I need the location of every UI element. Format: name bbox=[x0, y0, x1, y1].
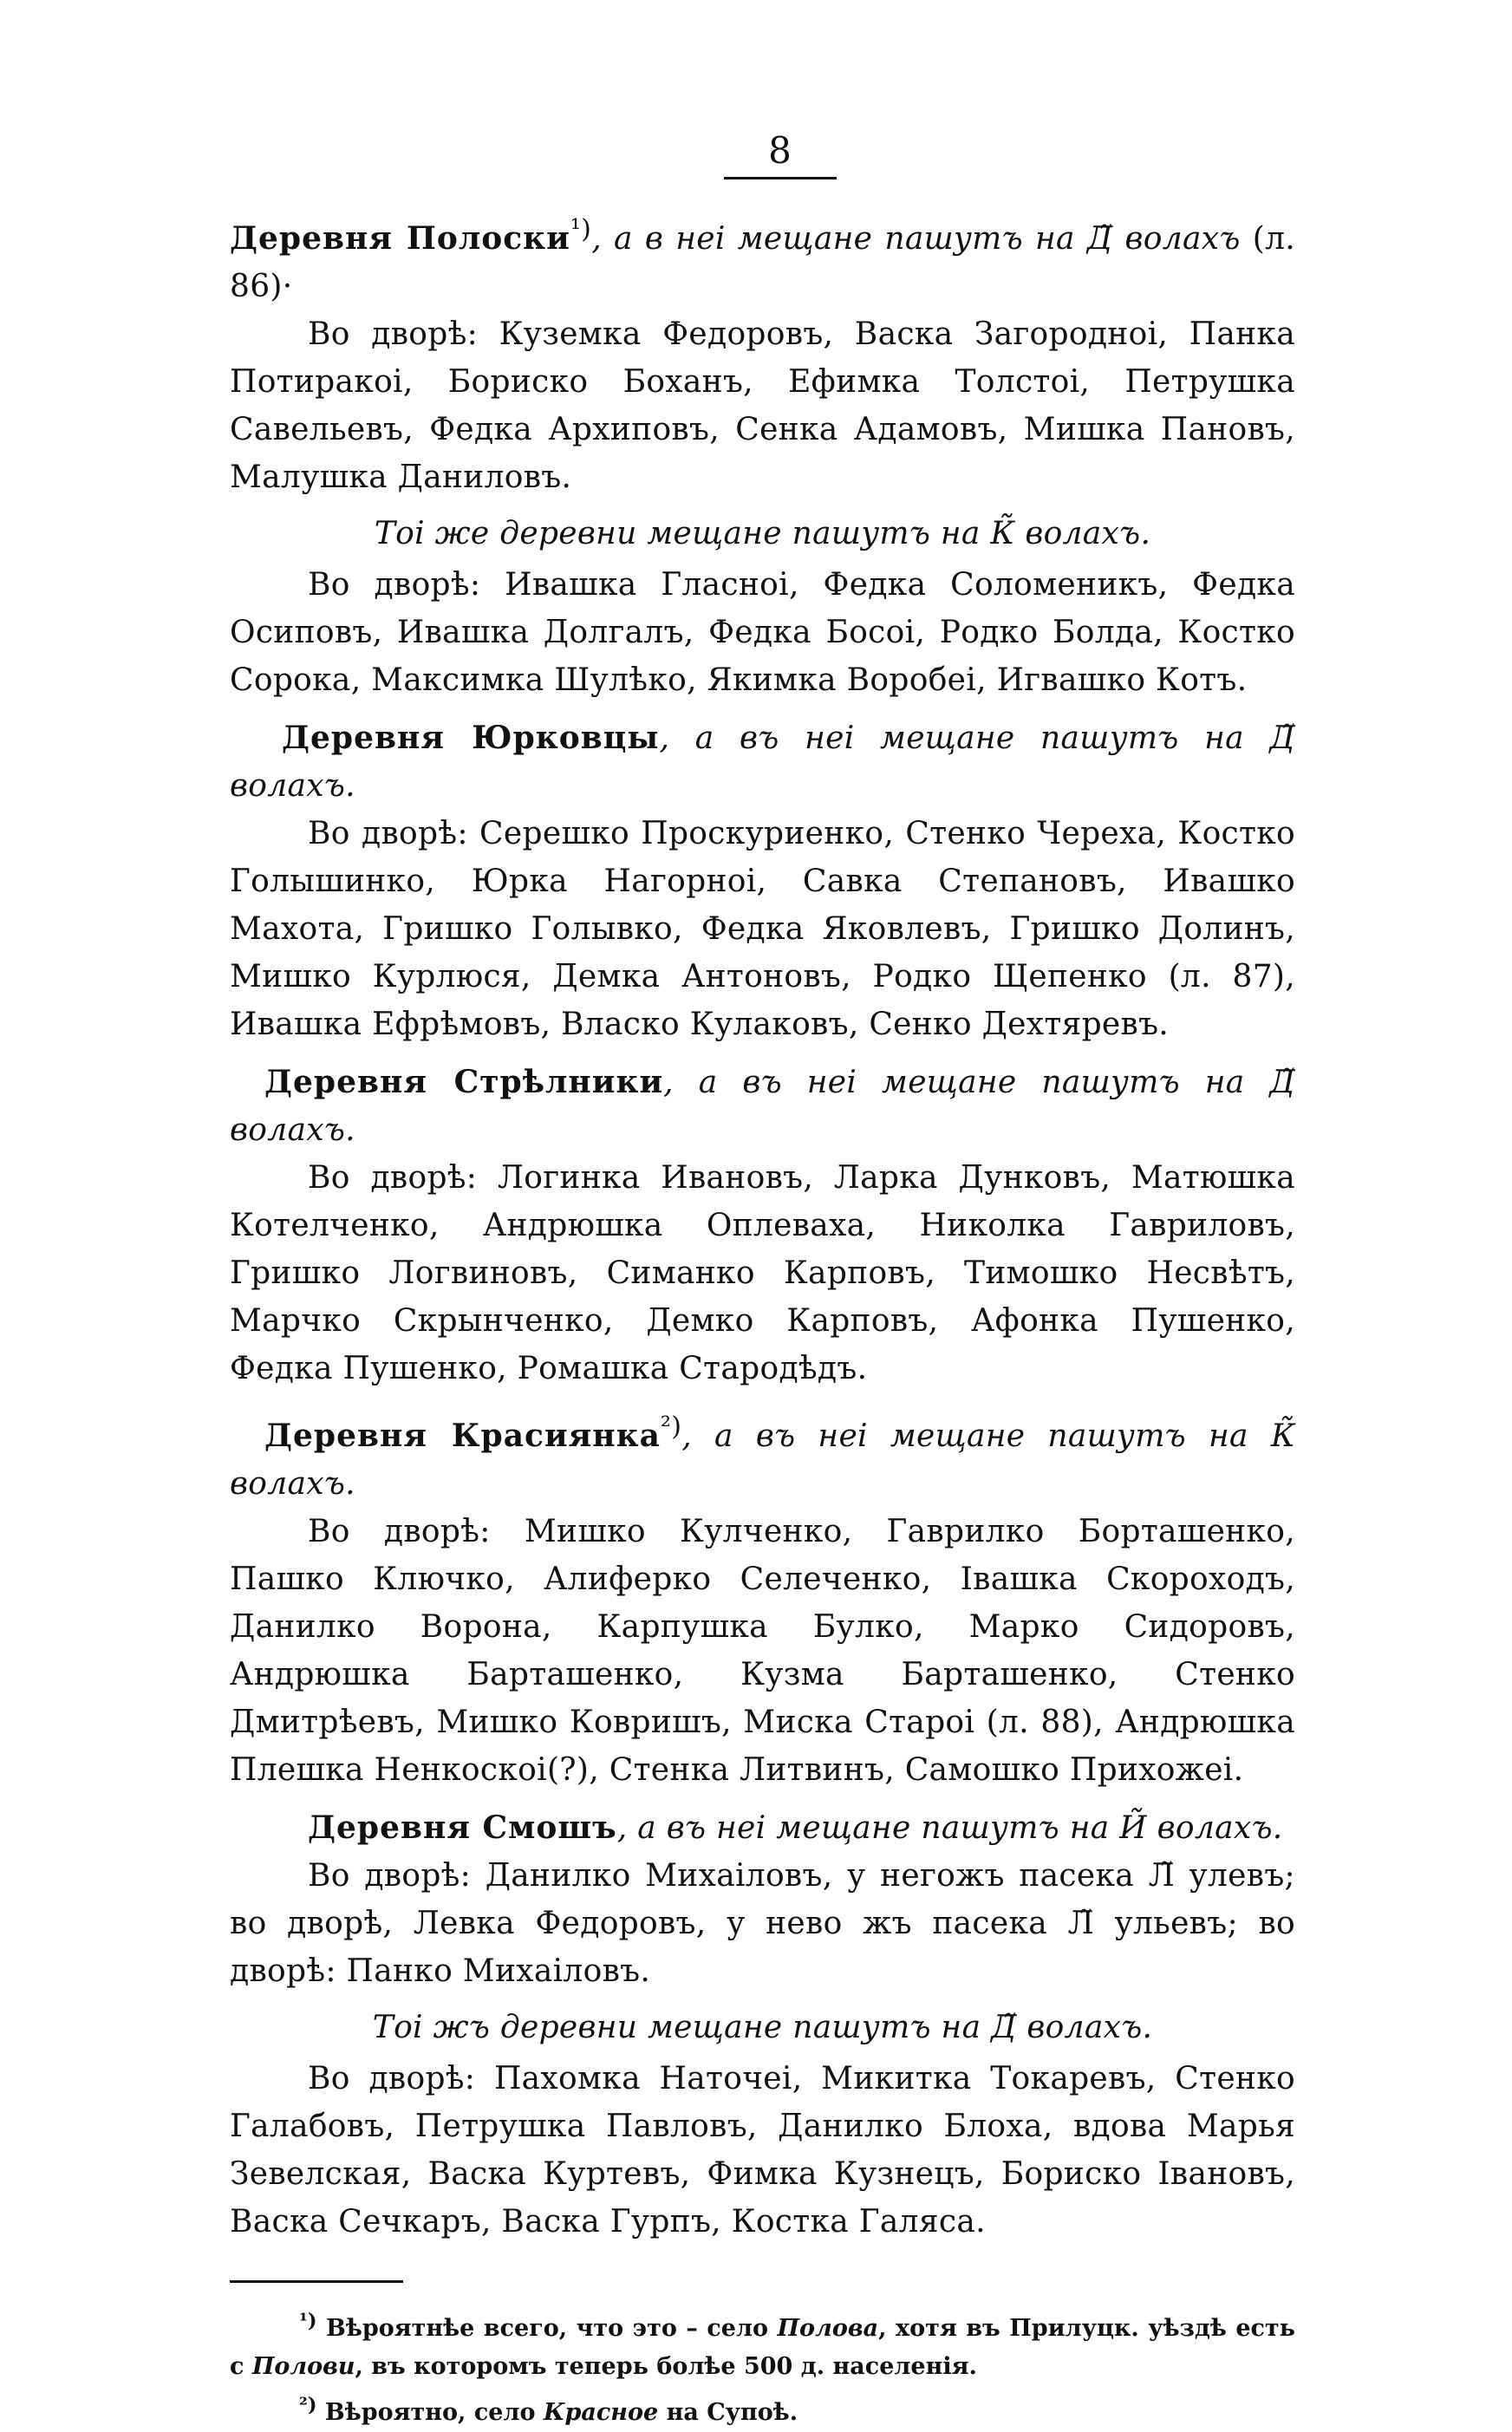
section-heading bbox=[230, 205, 1295, 310]
section-strelniki bbox=[230, 1059, 1295, 1392]
footnote-italic: Красное bbox=[543, 2399, 659, 2426]
household-list: Во дворѣ: Серешко Проскуриенко, Стенко Череха, Костко Голышинко, Юрка Нагорноі, Савка Степановъ, Ивашко Махота, Гришко Голывко, Федка Яковлевъ, Гришко Долинъ, Мишко Курлюся, Демка Антоновъ, Родко Щепенко (л. 87), Ивашка Ефрѣмовъ, Власко Кулаковъ, Сенко Дехтяревъ. bbox=[230, 816, 1295, 1042]
page-number: 8 bbox=[768, 129, 792, 172]
section-heading bbox=[230, 714, 1295, 810]
section-krasiyanka bbox=[230, 1403, 1295, 1794]
footnote-ref: ²) bbox=[660, 1412, 682, 1442]
footnote-2 bbox=[230, 2386, 1295, 2432]
household-list: Во дворѣ: Пахомка Наточеі, Микитка Токаревъ, Стенко Галабовъ, Петрушка Павловъ, Данилко Блоха, вдова Марья Зевелская, Васка Куртевъ, Фимка Кузнецъ, Бориско Івановъ, Васка Сечкаръ, Васка Гурпъ, Костка Галяса. bbox=[230, 2061, 1295, 2240]
footnote-text: Вѣроятно, село bbox=[316, 2399, 544, 2426]
section-heading bbox=[230, 1804, 1295, 1852]
heading-italic: , а въ неі мещане пашутъ на Д̃ волахъ. bbox=[230, 1065, 1295, 1148]
heading-italic: , а въ неі мещане пашутъ на И̃ волахъ. bbox=[616, 1810, 1283, 1846]
household-list: Во дворѣ: Ивашка Гласноі, Федка Соломеникъ, Федка Осиповъ, Ивашка Долгалъ, Федка Босоі, Родко Болда, Костко Сорока, Максимка Шулѣко, Якимка Воробеі, Игвашко Котъ. bbox=[230, 567, 1295, 698]
village-name: Деревня Красиянка bbox=[264, 1418, 661, 1454]
footnote-ref: ¹) bbox=[570, 214, 592, 245]
section-poloski bbox=[230, 205, 1295, 704]
footnote-text: на Супоѣ. bbox=[658, 2399, 798, 2426]
heading-italic: , а въ неі мещане пашутъ на Д̃ волахъ. bbox=[230, 720, 1295, 804]
page-number-rule bbox=[724, 177, 837, 179]
footnote-text: Вѣроятнѣе всего, что это – село bbox=[316, 2315, 778, 2342]
section-yurkovtsy bbox=[230, 714, 1295, 1048]
footnote-marker: ²) bbox=[299, 2394, 317, 2416]
village-name: Деревня Юрковцы bbox=[282, 720, 660, 756]
household-list: Во дворѣ: Мишко Кулченко, Гаврилко Борташенко, Пашко Ключко, Алиферко Селеченко, Івашка Скороходъ, Данилко Ворона, Карпушка Булко, Марко Сидоровъ, Андрюшка Барташенко, Кузма Барташенко, Стенко Дмитрѣевъ, Мишко Ковришъ, Миска Староі (л. 88), Андрюшка Плешка Ненкоскоі(?), Стенка Литвинъ, Самошко Прихожеі. bbox=[230, 1514, 1295, 1788]
section-heading bbox=[230, 1403, 1295, 1508]
heading-italic: , а въ неі мещане пашутъ на К̃ волахъ. bbox=[230, 1418, 1295, 1502]
footnote-text: , хотя въ Прилуцк. уѣздѣ есть с bbox=[230, 2315, 1295, 2380]
footnote-italic: Полови bbox=[251, 2353, 355, 2380]
footnote-text: , въ которомъ теперь болѣе 500 д. населенія. bbox=[355, 2353, 977, 2380]
section-heading bbox=[230, 1059, 1295, 1154]
sub-heading: Тоі жъ деревни мещане пашутъ на Д̃ волахъ. bbox=[372, 2010, 1153, 2045]
footnote-1 bbox=[230, 2302, 1295, 2386]
footnote-italic: Полова bbox=[777, 2315, 879, 2342]
footnote-rule bbox=[230, 2280, 403, 2283]
village-name: Деревня Стрѣлники bbox=[264, 1064, 664, 1100]
heading-italic: , а в неі мещане пашутъ на Д̃ волахъ bbox=[591, 221, 1241, 257]
footnote-marker: ¹) bbox=[299, 2310, 317, 2332]
section-smosh bbox=[230, 1804, 1295, 2246]
household-list: Во дворѣ: Куземка Федоровъ, Васка Загородноі, Панка Потиракоі, Бориско Боханъ, Ефимка Толстоі, Петрушка Савельевъ, Федка Архиповъ, Сенка Адамовъ, Мишка Пановъ, Малушка Даниловъ. bbox=[230, 316, 1295, 495]
household-list: Во дворѣ: Данилко Михаіловъ, у негожъ пасека Л̃ улевъ; во дворѣ, Левка Федоровъ, у нево жъ пасека Л̃ ульевъ; во дворѣ: Панко Михаіловъ. bbox=[230, 1858, 1295, 1989]
village-name: Деревня Полоски bbox=[230, 220, 570, 257]
village-name: Деревня Смошъ bbox=[308, 1809, 617, 1846]
folio-ref: (л. 86)· bbox=[230, 221, 1295, 304]
sub-heading: Тоі же деревни мещане пашутъ на К̃ волахъ. bbox=[374, 516, 1151, 551]
household-list: Во дворѣ: Логинка Ивановъ, Ларка Дунковъ, Матюшка Котелченко, Андрюшка Оплеваха, Николка Гавриловъ, Гришко Логвиновъ, Симанко Карповъ, Тимошко Несвѣтъ, Марчко Скрынченко, Демко Карповъ, Афонка Пушенко, Федка Пушенко, Ромашка Стародѣдъ. bbox=[230, 1160, 1295, 1386]
